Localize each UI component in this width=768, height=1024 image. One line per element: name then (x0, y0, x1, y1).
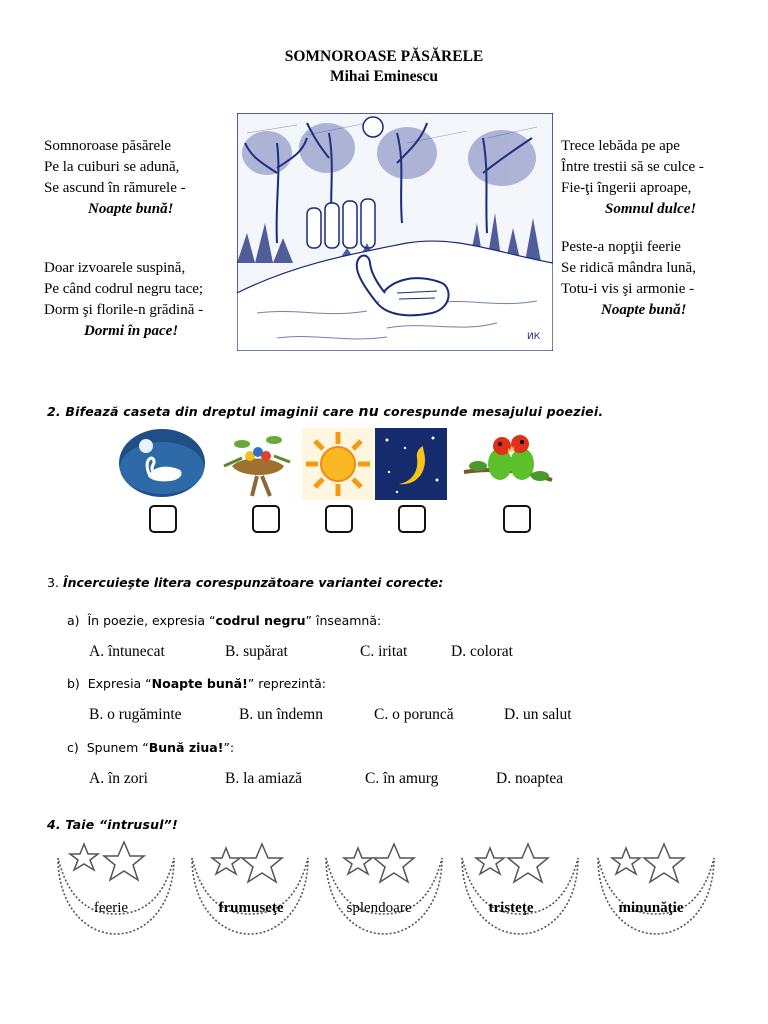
stanza-4 (561, 237, 696, 321)
checkbox-swan-moon[interactable] (149, 505, 177, 533)
option-3a-A[interactable]: A. întunecat (89, 643, 165, 660)
stanza-1 (44, 136, 186, 220)
poem-illustration (237, 113, 553, 351)
moon-card[interactable] (188, 838, 312, 938)
stanza-refrain: Dormi în pace! (84, 323, 179, 339)
stanza-2 (44, 258, 203, 342)
checkbox-sun[interactable] (325, 505, 353, 533)
option-3b-C[interactable]: C. o poruncă (374, 706, 454, 723)
crescent-moon-icon (322, 838, 446, 938)
moon-card[interactable] (54, 838, 178, 938)
question-2: 2. Bifează caseta din dreptul imaginii care nu corespunde mesajului poeziei. (47, 404, 604, 420)
moon-card[interactable] (458, 838, 582, 938)
illustration-signature: ИК (527, 332, 541, 342)
night-garden-illustration (237, 113, 553, 351)
question-4: 4. Taie “intrusul”! (47, 817, 178, 832)
star-icon (374, 844, 414, 882)
moon-word-1: feerie (93, 900, 129, 916)
option-3a-B[interactable]: B. supărat (225, 643, 288, 660)
poem-author: Mihai Eminescu (329, 68, 439, 85)
stanza-line: Trece lebăda pe ape (561, 138, 680, 154)
crescent-moon-icon (594, 838, 718, 938)
crescent-moon-icon (188, 838, 312, 938)
sun-icon (302, 428, 374, 500)
question-3a: a) În poezie, expresia “codrul negru” înseamnă: (67, 613, 382, 628)
option-3a-D[interactable]: D. colorat (451, 643, 513, 660)
option-3b-B[interactable]: B. un îndemn (239, 706, 323, 723)
option-3c-C[interactable]: C. în amurg (365, 770, 439, 787)
stanza-line: Peste-a nopţii feerie (561, 239, 681, 255)
moon-word-4: tristeţe (488, 900, 534, 916)
option-3a-C[interactable]: C. iritat (360, 643, 408, 660)
stanza-line: Totu-i vis şi armonie - (561, 281, 695, 297)
option-3c-D[interactable]: D. noaptea (496, 770, 564, 787)
moon-card[interactable] (594, 838, 718, 938)
stanza-line: Se ascund în rămurele - (44, 180, 186, 196)
swan-moon-icon (118, 428, 206, 498)
moon-word-5: minunăţie (618, 900, 684, 916)
option-3b-A[interactable]: B. o rugăminte (89, 706, 182, 723)
option-3c-B[interactable]: B. la amiază (225, 770, 303, 787)
lovebirds-icon (462, 428, 554, 498)
star-icon (476, 848, 504, 874)
question-3b: b) Expresia “Noapte bună!” reprezintă: (67, 676, 327, 691)
option-3b-D[interactable]: D. un salut (504, 706, 572, 723)
stanza-line: Fie-ţi îngerii aproape, (561, 180, 692, 196)
poem-title: SOMNOROASE PĂSĂRELE (284, 48, 484, 65)
stanza-refrain: Somnul dulce! (605, 201, 697, 217)
star-icon (104, 842, 144, 880)
star-icon (508, 844, 548, 882)
checkbox-bird-nest[interactable] (252, 505, 280, 533)
stanza-line: Se ridică mândra lună, (561, 260, 696, 276)
stanza-line: Pe la cuiburi se adună, (44, 159, 180, 175)
star-icon (70, 844, 98, 870)
question-3: 3. Încercuieşte litera corespunzătoare variantei corecte: (47, 575, 444, 590)
night-sky-moon-icon (375, 428, 447, 500)
star-icon (212, 848, 240, 874)
star-icon (612, 848, 640, 874)
moon-word-2: frumuseţe (218, 900, 284, 916)
bird-nest-icon (222, 426, 292, 498)
crescent-moon-icon (458, 838, 582, 938)
stanza-line: Doar izvoarele suspină, (44, 260, 186, 276)
star-icon (644, 844, 684, 882)
moon-word-3: splendoare (346, 900, 412, 916)
stanza-refrain: Noapte bună! (601, 302, 687, 318)
star-icon (242, 844, 282, 882)
checkbox-lovebirds[interactable] (503, 505, 531, 533)
stanza-line: Dorm şi florile-n grădină - (44, 302, 204, 318)
question-3c: c) Spunem “Bună ziua!”: (67, 740, 235, 755)
star-icon (344, 848, 372, 874)
stanza-3 (561, 136, 704, 220)
checkbox-night-sky[interactable] (398, 505, 426, 533)
crescent-moon-icon (54, 838, 178, 938)
stanza-line: Pe când codrul negru tace; (44, 281, 204, 297)
stanza-line: Între trestii să se culce - (561, 159, 704, 175)
stanza-refrain: Noapte bună! (88, 201, 174, 217)
moon-card[interactable] (322, 838, 446, 938)
option-3c-A[interactable]: A. în zori (89, 770, 148, 787)
stanza-line: Somnoroase păsărele (44, 138, 172, 154)
